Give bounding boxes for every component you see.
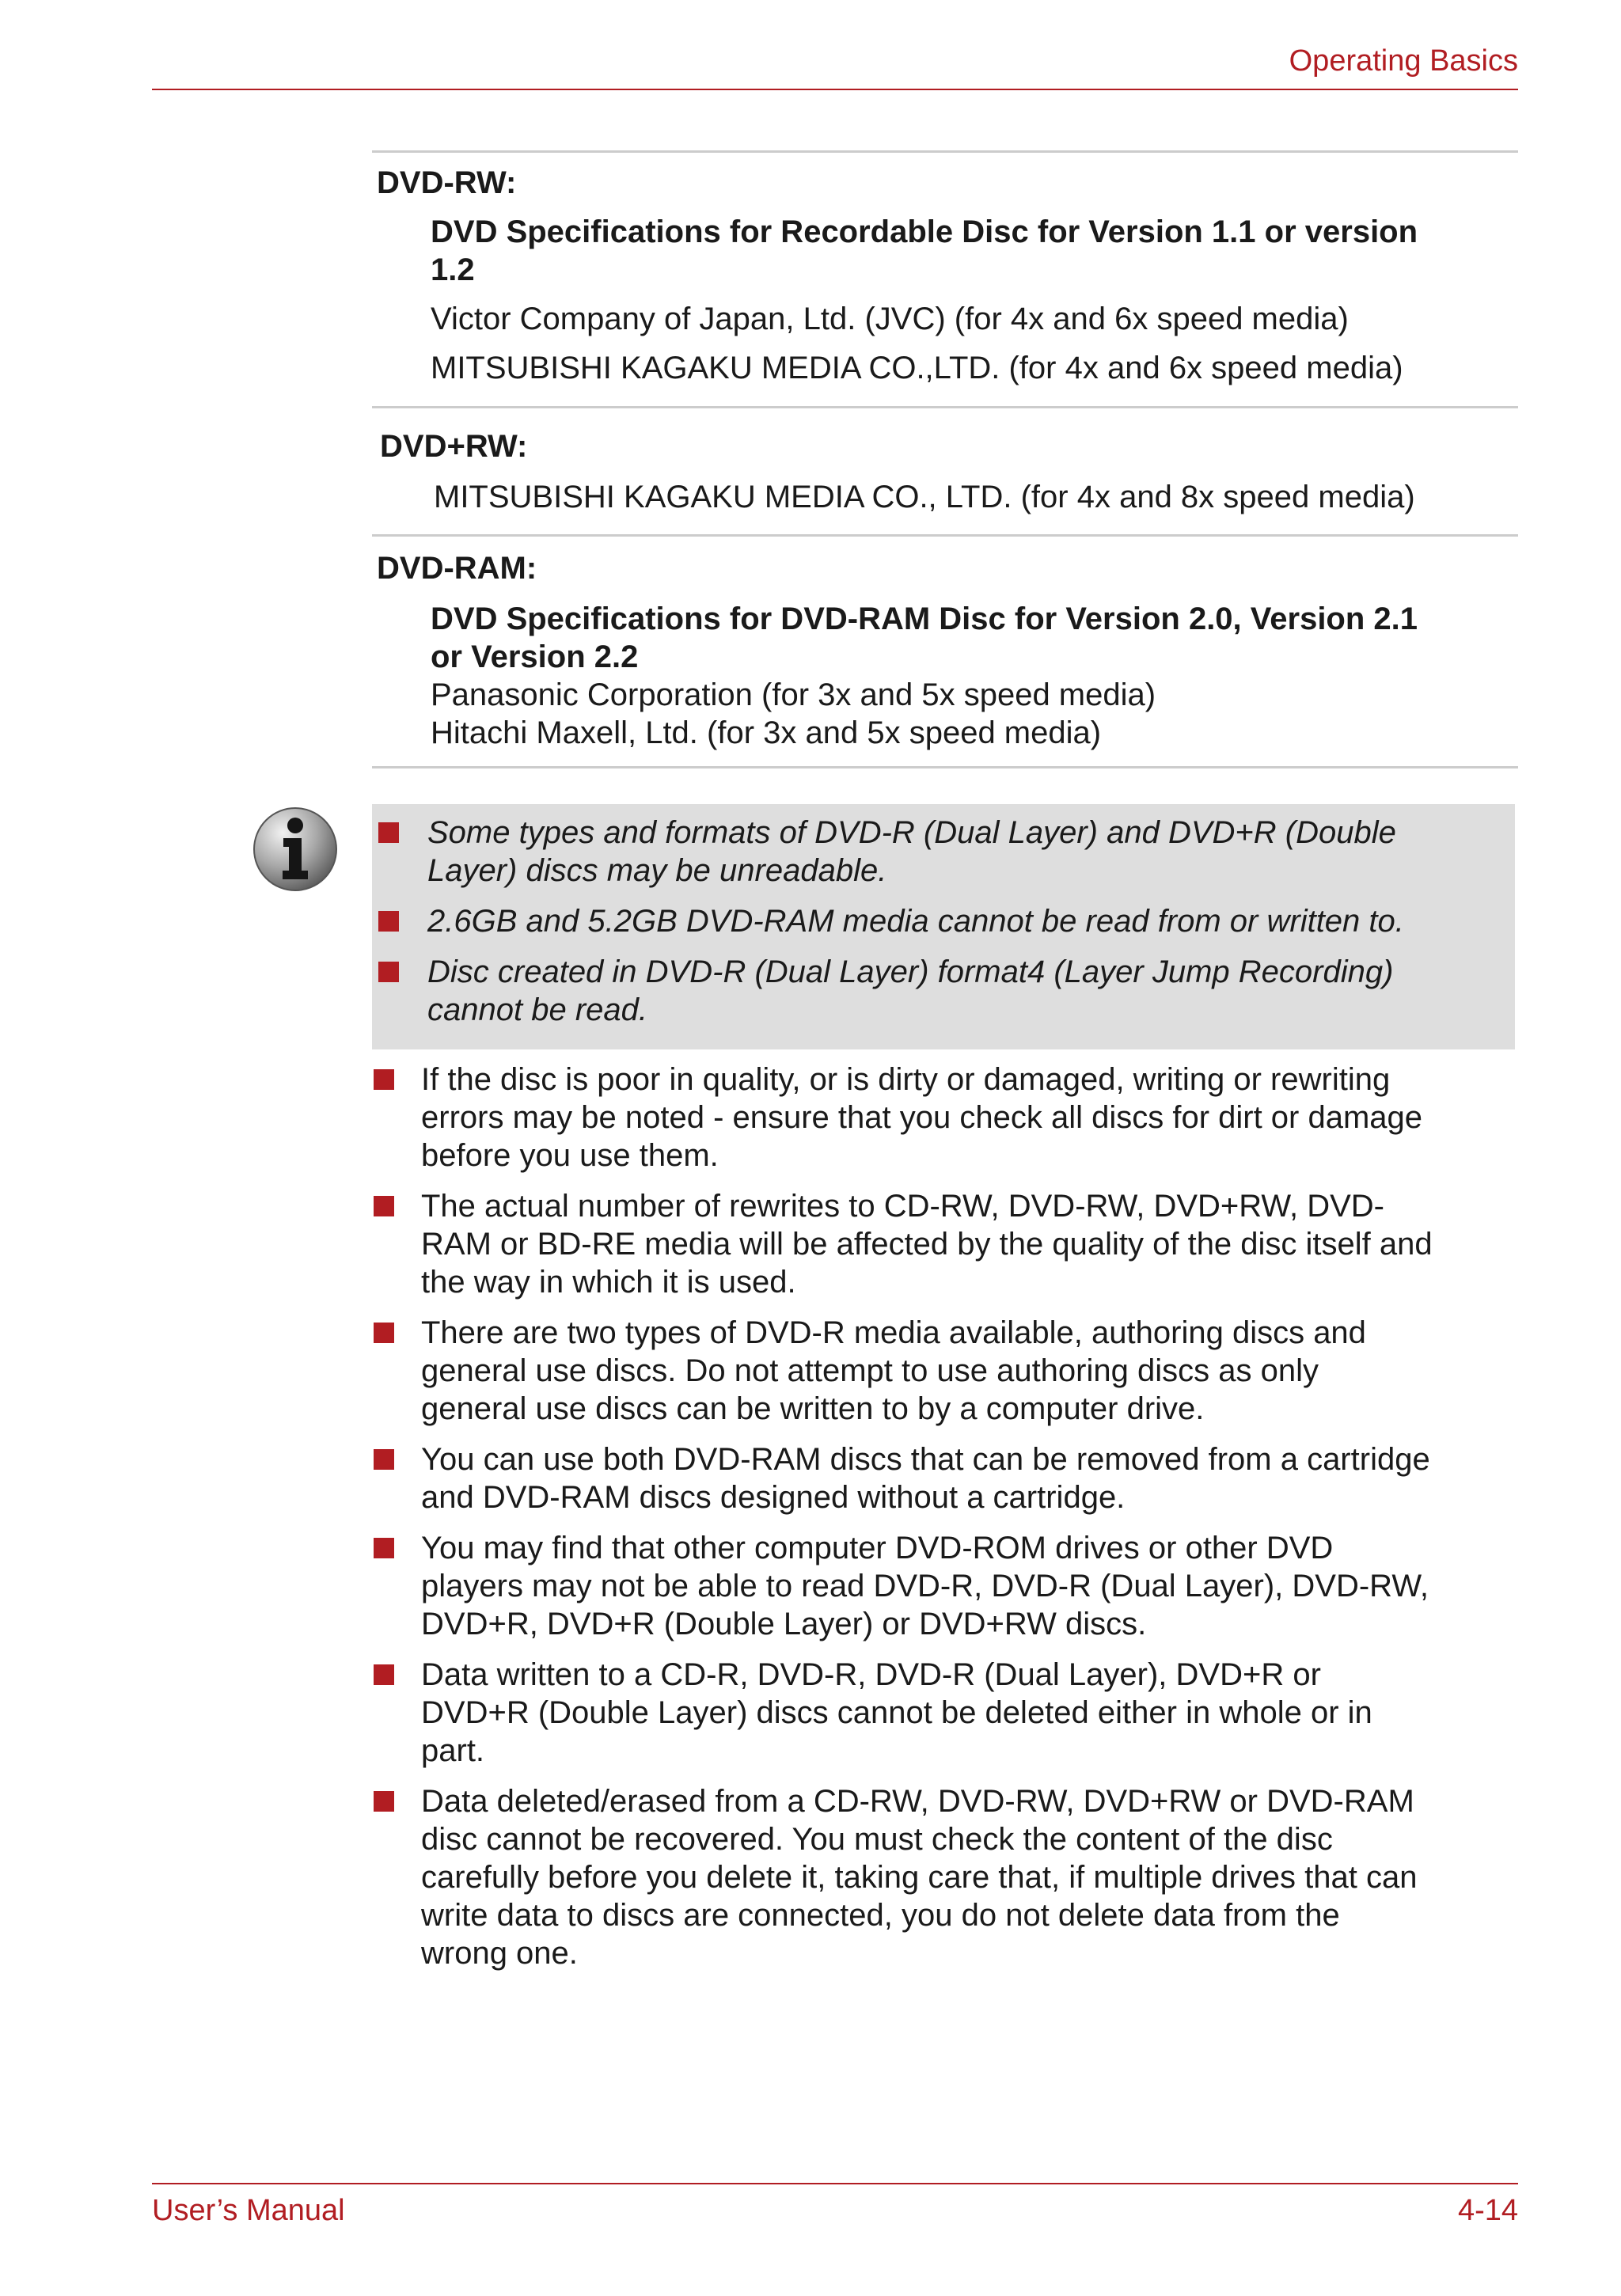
list-item bbox=[372, 1656, 1518, 1770]
list-item-text: You can use both DVD-RAM discs that can be removed from a cartridge and DVD-RAM discs designed without a cartridge. bbox=[421, 1442, 1430, 1515]
spec-manufacturer: Hitachi Maxell, Ltd. (for 3x and 5x speed media) bbox=[431, 715, 1102, 750]
list-item-text: Data deleted/erased from a CD-RW, DVD-RW, DVD+RW or DVD-RAM disc cannot be recovered. You must check the content of the disc carefully before you delete it, taking care that, if multiple drives that can write data to discs are connected, you do not delete data from the wrong one. bbox=[421, 1784, 1418, 1971]
list-item bbox=[372, 1314, 1518, 1428]
list-item bbox=[372, 1061, 1518, 1175]
media-spec-table bbox=[372, 150, 1518, 768]
list-item bbox=[372, 1529, 1518, 1643]
spec-manufacturer: MITSUBISHI KAGAKU MEDIA CO.,LTD. (for 4x and 6x speed media) bbox=[431, 351, 1403, 385]
spec-body bbox=[372, 600, 1518, 752]
bullet-square bbox=[374, 1196, 394, 1216]
bullet-square bbox=[378, 822, 399, 843]
spec-standard-line: 1.2 bbox=[431, 252, 475, 287]
header-title: Operating Basics bbox=[1289, 44, 1518, 78]
note-text: Some types and formats of DVD-R (Dual Layer) and DVD+R (Double Layer) discs may be unreadable. bbox=[427, 815, 1396, 888]
note-text: 2.6GB and 5.2GB DVD-RAM media cannot be read from or written to. bbox=[427, 904, 1404, 939]
bullet-list bbox=[372, 1061, 1518, 1985]
bullet-square bbox=[374, 1069, 394, 1090]
info-icon bbox=[252, 806, 339, 893]
list-item bbox=[372, 1782, 1518, 1972]
bullet-square bbox=[374, 1664, 394, 1685]
bullet-square bbox=[378, 962, 399, 982]
bullet-square bbox=[374, 1449, 394, 1470]
spec-manufacturer: Panasonic Corporation (for 3x and 5x speed media) bbox=[431, 677, 1156, 712]
list-item-text: Data written to a CD-R, DVD-R, DVD-R (Dual Layer), DVD+R or DVD+R (Double Layer) discs cannot be deleted either in whole or in part. bbox=[421, 1657, 1372, 1768]
spec-standard bbox=[431, 213, 1518, 289]
list-item-text: If the disc is poor in quality, or is dirty or damaged, writing or rewriting errors may be noted - ensure that you check all discs for dirt or damage before you use them. bbox=[421, 1062, 1423, 1173]
note-item bbox=[372, 902, 1515, 940]
spec-standard-line: or Version 2.2 bbox=[431, 639, 639, 674]
list-item-text: You may find that other computer DVD-ROM drives or other DVD players may not be able to read DVD-R, DVD-R (Dual Layer), DVD-RW, DVD+R, DVD+R (Double Layer) or DVD+RW discs. bbox=[421, 1531, 1429, 1641]
note-box bbox=[372, 804, 1515, 1049]
page-number: 4-14 bbox=[1457, 2194, 1518, 2227]
note-text: Disc created in DVD-R (Dual Layer) format4 (Layer Jump Recording) cannot be read. bbox=[427, 954, 1394, 1027]
spec-manufacturer: Victor Company of Japan, Ltd. (JVC) (for 4x and 6x speed media) bbox=[431, 302, 1349, 336]
header-rule bbox=[152, 89, 1518, 90]
list-item bbox=[372, 1187, 1518, 1301]
bullet-square bbox=[374, 1538, 394, 1558]
spec-body bbox=[372, 478, 1518, 516]
manual-title: User’s Manual bbox=[152, 2194, 345, 2227]
spec-heading: DVD-RAM: bbox=[377, 551, 537, 586]
spec-section-dvd-rw bbox=[372, 150, 1518, 406]
spec-body bbox=[372, 213, 1518, 387]
spec-heading: DVD-RW: bbox=[377, 165, 517, 200]
list-item bbox=[372, 1440, 1518, 1516]
spec-standard bbox=[431, 600, 1518, 676]
list-item-text: The actual number of rewrites to CD-RW, DVD-RW, DVD+RW, DVD- RAM or BD-RE media will be affected by the quality of the disc itself and the way in which it is used. bbox=[421, 1189, 1433, 1300]
spec-section-dvd-ram bbox=[372, 534, 1518, 768]
spec-manufacturer: MITSUBISHI KAGAKU MEDIA CO., LTD. (for 4x and 8x speed media) bbox=[434, 480, 1415, 514]
bullet-square bbox=[374, 1791, 394, 1812]
spec-section-dvd-plus-rw bbox=[372, 406, 1518, 534]
spec-standard-line: DVD Specifications for Recordable Disc for Version 1.1 or version bbox=[431, 214, 1418, 249]
note-item bbox=[372, 953, 1515, 1029]
spec-heading: DVD+RW: bbox=[380, 429, 528, 464]
footer-rule bbox=[152, 2183, 1518, 2184]
spec-standard-line: DVD Specifications for DVD-RAM Disc for Version 2.0, Version 2.1 bbox=[431, 602, 1418, 636]
bullet-square bbox=[378, 911, 399, 932]
list-item-text: There are two types of DVD-R media available, authoring discs and general use discs. Do not attempt to use authoring discs as only general use discs can be written to by a computer drive. bbox=[421, 1315, 1366, 1426]
bullet-square bbox=[374, 1323, 394, 1343]
note-item bbox=[372, 814, 1515, 890]
